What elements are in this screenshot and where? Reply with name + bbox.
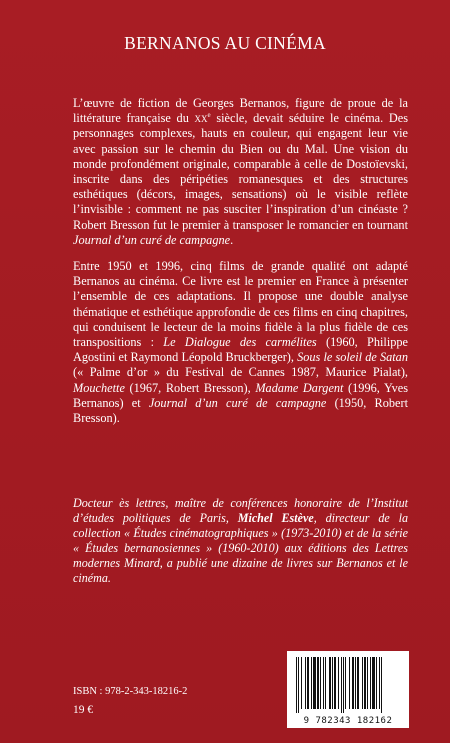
film-title-1: Le Dialogue des carmélites <box>163 335 317 350</box>
p1-film-title: Journal d’un curé de campagne <box>73 232 231 247</box>
film-info-2: (« Palme d’or » du Festival de Cannes 1987, Maurice Pialat), <box>73 365 408 380</box>
barcode-bar <box>345 657 346 709</box>
barcode-bar <box>352 657 354 709</box>
film-title-3: Mouchette <box>73 380 125 395</box>
barcode-bar <box>301 657 302 709</box>
price-label: 19 € <box>73 704 94 716</box>
barcode-bar <box>338 657 339 709</box>
synopsis-paragraph-1 <box>73 96 408 248</box>
film-title-2: Sous le soleil de Satan <box>297 350 408 365</box>
film-title-5: Journal d’un curé de campagne <box>148 395 327 410</box>
film-title-4: Madame Dargent <box>255 380 344 395</box>
p2-intro: Entre 1950 et 1996, cinq films de grande qualité ont adapté Bernanos au cinéma. Ce livre est le premier en France à présenter l’ensemble de ces adaptations. Il propose une double analyse thématique et esthétique approfondie de ces films en cinq chapitres, qui conduisent le lecteur de la moins fidèle à la plus fidèle de ces transpositions : <box>73 259 408 350</box>
barcode-bar <box>313 657 316 709</box>
barcode-bar <box>334 657 336 709</box>
century-numeral: xx <box>194 111 208 126</box>
p1-text-end: . <box>230 232 234 247</box>
barcode-bar <box>357 657 359 709</box>
barcode-bar <box>332 657 333 709</box>
barcode-bar <box>343 657 344 713</box>
p1-text-middle: siècle, devait séduire le cinéma. Des personnages complexes, hauts en couleur, qui engagent leur vie avec passion sur le chemin du Bien ou du Mal. Une vision du monde profondément originale, comparable à celle de Dostoïevski, inscrite dans des péripéties romanesques et des structures esthétiques (décors, images, sensations) où le visible reflète l’invisible : comment ne pas susciter l’inspiration d’un cinéaste ? Robert Bresson fut le premier à transposer le romancier en tournant <box>73 111 408 232</box>
film-info-1: (1960, Philippe Agostini et Raymond Léopold Bruckberger), <box>73 335 409 365</box>
bio-text-end: , directeur de la collection « Études cinématographiques » (1973-2010) et de la série « Études bernanosiennes » (1960-2010) aux éditions des Lettres modernes Minard, a publié une dizaine de livres sur Bernanos et le cinéma. <box>73 511 408 586</box>
bio-text-start: Docteur ès lettres, maître de conférences honoraire de l’Institut d’études politiques de Paris, <box>73 496 408 526</box>
barcode-bar <box>323 657 324 709</box>
barcode-bar <box>305 657 306 709</box>
barcode-bar <box>362 657 363 709</box>
barcode-bar <box>376 657 377 709</box>
author-name: Michel Estève <box>237 511 314 526</box>
film-info-3: (1967, Robert Bresson), <box>124 380 256 395</box>
barcode <box>287 651 409 728</box>
barcode-bar <box>320 657 321 709</box>
barcode-bar <box>367 657 368 709</box>
barcode-digits: 9 782343 182162 <box>303 716 393 726</box>
film-info-5: (1950, Robert Bresson). <box>73 395 408 426</box>
barcode-bar <box>379 657 380 709</box>
barcode-bar <box>372 657 375 709</box>
barcode-bar <box>325 657 326 709</box>
barcode-bar <box>370 657 371 709</box>
author-bio <box>73 496 408 587</box>
barcode-bar <box>296 657 297 713</box>
synopsis-paragraph-2 <box>73 259 408 426</box>
barcode-bar <box>311 657 312 709</box>
film-info-4: (1996, Yves Bernanos) et <box>73 380 409 410</box>
p1-text-start: L’œuvre de fiction de Georges Bernanos, figure de proue de la littérature française du <box>73 96 408 126</box>
barcode-bar <box>355 657 356 709</box>
barcode-bar <box>364 657 366 709</box>
barcode-bar <box>298 657 299 713</box>
barcode-bars <box>287 651 409 715</box>
barcode-bar <box>341 657 342 713</box>
barcode-bar <box>307 657 309 709</box>
book-title: BERNANOS AU CINÉMA <box>124 33 326 53</box>
barcode-bar <box>381 657 382 713</box>
barcode-bar <box>329 657 331 709</box>
century-superscript: e <box>207 111 211 120</box>
barcode-bar <box>317 657 319 709</box>
isbn-label: ISBN : 978-2-343-18216-2 <box>73 686 188 697</box>
barcode-bar <box>349 657 350 709</box>
